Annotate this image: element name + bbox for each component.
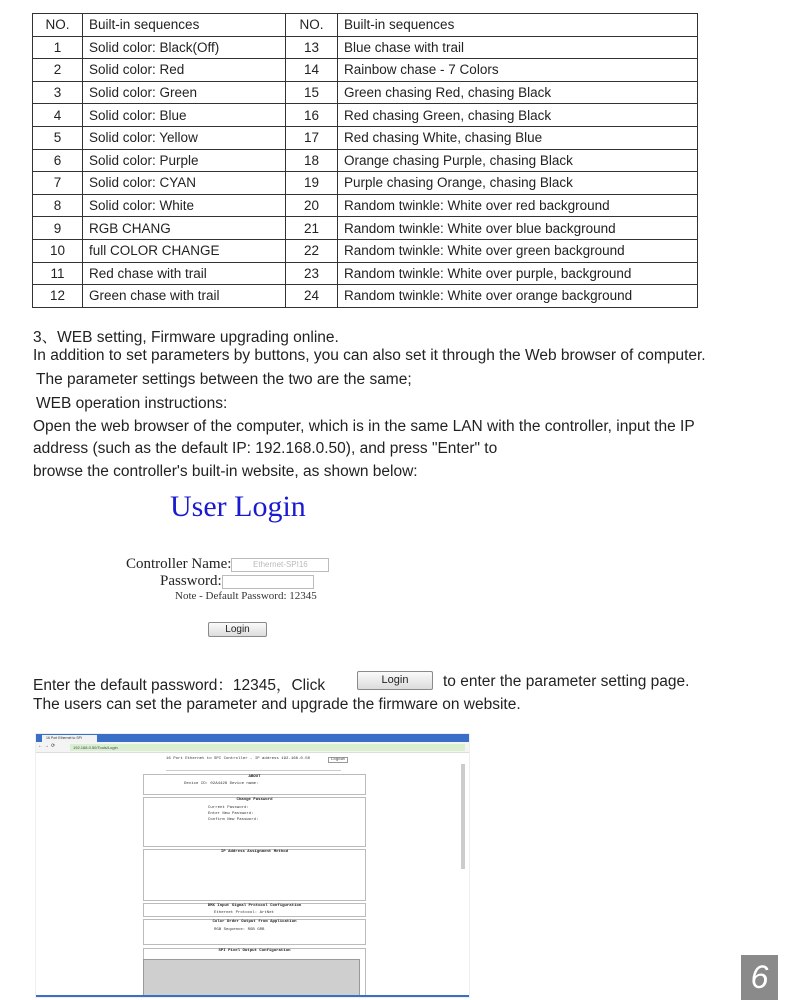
sequence-number: 2 bbox=[33, 59, 83, 82]
about-section: ABOUT Device ID: 02A4428 Device name: bbox=[143, 774, 366, 795]
browser-tab-bar bbox=[36, 734, 469, 742]
sequence-name: Red chase with trail bbox=[83, 262, 286, 285]
sequence-number: 12 bbox=[33, 285, 83, 308]
password-row bbox=[160, 573, 314, 590]
sequence-name: full COLOR CHANGE bbox=[83, 239, 286, 262]
sequence-name: Solid color: White bbox=[83, 194, 286, 217]
sequence-number: 9 bbox=[33, 217, 83, 240]
sequence-name: Solid color: Red bbox=[83, 59, 286, 82]
sequence-number: 5 bbox=[33, 126, 83, 149]
sequence-name: Solid color: Purple bbox=[83, 149, 286, 172]
password-label: Password: bbox=[160, 573, 222, 589]
sequence-name: Orange chasing Purple, chasing Black bbox=[338, 149, 698, 172]
controller-name-label: Controller Name: bbox=[126, 556, 232, 572]
nav-arrows-icon: ← → ⟳ bbox=[39, 743, 56, 749]
sequence-name: Rainbow chase - 7 Colors bbox=[338, 59, 698, 82]
paragraph: WEB operation instructions: bbox=[36, 395, 228, 412]
sequence-number: 17 bbox=[286, 126, 338, 149]
password-note: Note - Default Password: 12345 bbox=[175, 590, 317, 602]
table-row bbox=[33, 239, 698, 262]
page-header: 16 Port Ethernet to SPI Controller - IP address 192.168.0.50 bbox=[166, 757, 311, 761]
table-row bbox=[33, 262, 698, 285]
dmx-protocol-section: DMX Input Signal Protocol Configuration Ethernet Protocol: ArtNet bbox=[143, 903, 366, 917]
table-row bbox=[33, 149, 698, 172]
sequence-name: Solid color: Green bbox=[83, 81, 286, 104]
sequence-name: Random twinkle: White over orange background bbox=[338, 285, 698, 308]
table-row bbox=[33, 104, 698, 127]
paragraph: The users can set the parameter and upgrade the firmware on website. bbox=[33, 696, 521, 713]
sequence-name: Random twinkle: White over red background bbox=[338, 194, 698, 217]
spi-output-section: SPI Pixel Output Configuration bbox=[143, 948, 366, 998]
sequence-number: 18 bbox=[286, 149, 338, 172]
sequence-number: 16 bbox=[286, 104, 338, 127]
table-row bbox=[33, 81, 698, 104]
table-row bbox=[33, 217, 698, 240]
table-row bbox=[33, 285, 698, 308]
page-number: 6 bbox=[741, 955, 778, 1000]
table-row bbox=[33, 126, 698, 149]
built-in-sequences-table bbox=[32, 13, 698, 308]
table-row bbox=[33, 172, 698, 195]
sequence-name: Random twinkle: White over green background bbox=[338, 239, 698, 262]
paragraph: The parameter settings between the two are the same; bbox=[36, 371, 412, 388]
controller-name-input[interactable]: Ethernet-SPI16 bbox=[231, 558, 329, 572]
password-input[interactable] bbox=[222, 575, 314, 589]
table-header bbox=[33, 14, 698, 37]
controller-name-row bbox=[126, 556, 329, 573]
spi-output-table bbox=[143, 959, 360, 998]
sequence-name: Green chasing Red, chasing Black bbox=[338, 81, 698, 104]
sequence-number: 19 bbox=[286, 172, 338, 195]
sequence-number: 14 bbox=[286, 59, 338, 82]
sequence-name: Random twinkle: White over purple, background bbox=[338, 262, 698, 285]
sequence-number: 7 bbox=[33, 172, 83, 195]
sequence-number: 21 bbox=[286, 217, 338, 240]
header-no: NO. bbox=[33, 14, 83, 37]
section-heading: 3、WEB setting, Firmware upgrading online. bbox=[33, 329, 339, 346]
sequence-number: 4 bbox=[33, 104, 83, 127]
ip-assignment-section: IP Address Assignment Method bbox=[143, 849, 366, 901]
logout-button: Logout bbox=[328, 757, 348, 763]
sequence-number: 8 bbox=[33, 194, 83, 217]
sequence-number: 20 bbox=[286, 194, 338, 217]
sequence-name: Solid color: Blue bbox=[83, 104, 286, 127]
sequence-number: 6 bbox=[33, 149, 83, 172]
table-row bbox=[33, 36, 698, 59]
sequence-name: Green chase with trail bbox=[83, 285, 286, 308]
color-order-section: Color Order Output from Application RGB Sequence: RGB GRB bbox=[143, 919, 366, 945]
sequence-number: 1 bbox=[33, 36, 83, 59]
sequence-name: Solid color: Yellow bbox=[83, 126, 286, 149]
sequence-number: 22 bbox=[286, 239, 338, 262]
sequence-number: 23 bbox=[286, 262, 338, 285]
paragraph: Enter the default password：12345，Click bbox=[33, 677, 326, 694]
paragraph: address (such as the default IP: 192.168.0.50), and press "Enter" to bbox=[33, 440, 498, 457]
sequence-name: Purple chasing Orange, chasing Black bbox=[338, 172, 698, 195]
login-button[interactable]: Login bbox=[208, 622, 267, 637]
sequence-name: Solid color: CYAN bbox=[83, 172, 286, 195]
browser-tab: 16 Port Ethernet to SPI bbox=[42, 735, 97, 742]
sequence-name: RGB CHANG bbox=[83, 217, 286, 240]
header-no: NO. bbox=[286, 14, 338, 37]
sequence-number: 11 bbox=[33, 262, 83, 285]
header-sequence: Built-in sequences bbox=[83, 14, 286, 37]
sequence-number: 15 bbox=[286, 81, 338, 104]
login-title: User Login bbox=[170, 490, 306, 523]
table-row bbox=[33, 59, 698, 82]
paragraph: to enter the parameter setting page. bbox=[443, 673, 690, 690]
url-field: 192.168.0.50/Tools/Login bbox=[70, 744, 465, 751]
sequence-number: 13 bbox=[286, 36, 338, 59]
sequence-name: Solid color: Black(Off) bbox=[83, 36, 286, 59]
inline-login-button: Login bbox=[357, 671, 433, 690]
sequence-number: 10 bbox=[33, 239, 83, 262]
sequence-number: 3 bbox=[33, 81, 83, 104]
sequence-name: Red chasing Green, chasing Black bbox=[338, 104, 698, 127]
sequence-number: 24 bbox=[286, 285, 338, 308]
paragraph: browse the controller's built-in website, as shown below: bbox=[33, 463, 418, 480]
web-settings-screenshot bbox=[35, 733, 470, 998]
sequence-name: Blue chase with trail bbox=[338, 36, 698, 59]
scrollbar bbox=[461, 764, 465, 869]
paragraph: In addition to set parameters by buttons, you can also set it through the Web browser of computer. bbox=[33, 347, 706, 364]
address-bar bbox=[36, 742, 469, 753]
sequence-name: Random twinkle: White over blue background bbox=[338, 217, 698, 240]
sequence-name: Red chasing White, chasing Blue bbox=[338, 126, 698, 149]
table-row bbox=[33, 194, 698, 217]
paragraph: Open the web browser of the computer, which is in the same LAN with the controller, input the IP bbox=[33, 418, 695, 435]
change-password-section: Change Password Current Password: Enter New Password: Confirm New Password: bbox=[143, 797, 366, 847]
header-sequence: Built-in sequences bbox=[338, 14, 698, 37]
